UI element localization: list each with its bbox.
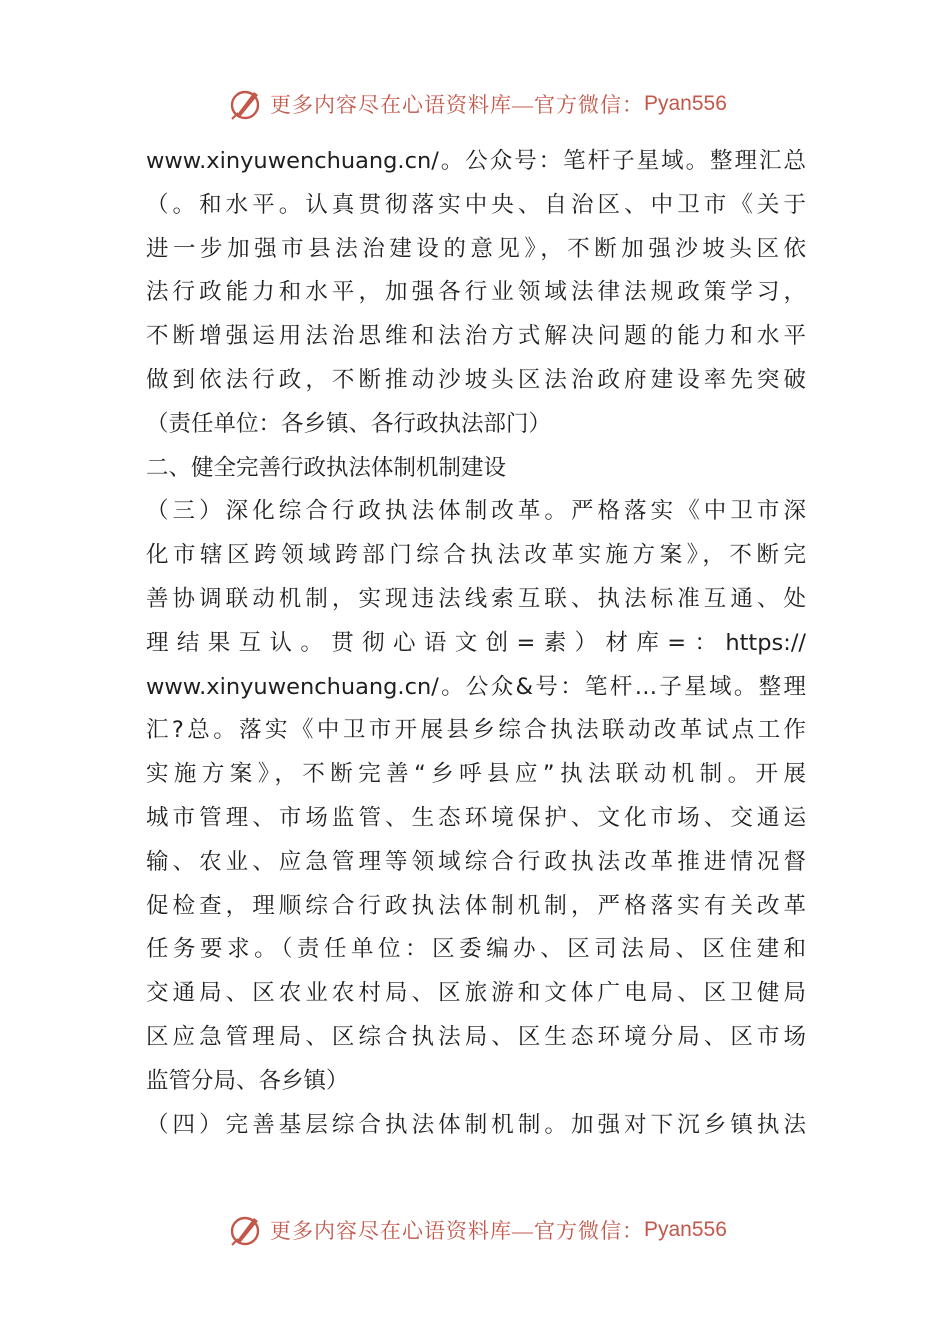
text-line: 不断增强运用法治思维和法治方式解决问题的能力和水平 (146, 323, 806, 350)
text-line: 善协调联动机制，实现违法线索互联、执法标准互通、处 (146, 585, 806, 612)
footer-banner-text: 更多内容尽在心语资料库—官方微信： (270, 1219, 644, 1243)
text-line: 汇?总。落实《中卫市开展县乡综合执法联动改革试点工作 (146, 717, 806, 744)
text-line: 交通局、区农业农村局、区旅游和文体广电局、区卫健局 (146, 980, 806, 1007)
text-line: 理结果互认。贯彻心语文创=素）材库=：https:// (146, 629, 806, 656)
text-line: www.xinyuwenchuang.cn/。公众&号：笔杆…子星域。整理 (146, 673, 806, 700)
text-line: 法行政能力和水平，加强各行业领域法律法规政策学习， (146, 279, 806, 306)
footer-wechat-id: Pyan556 (644, 1218, 727, 1241)
text-line: （三）深化综合行政执法体制改革。严格落实《中卫市深 (146, 498, 806, 525)
header-banner[interactable] (228, 84, 748, 124)
document-body (146, 140, 806, 1147)
footer-banner[interactable] (228, 1210, 748, 1250)
text-line: 做到依法行政，不断推动沙坡头区法治政府建设率先突破 (146, 366, 806, 393)
text-line: 实施方案》，不断完善“乡呼县应”执法联动机制。开展 (146, 761, 806, 788)
header-wechat-id: Pyan556 (644, 92, 727, 115)
quill-logo-icon (228, 86, 264, 122)
text-line: 化市辖区跨领域跨部门综合执法改革实施方案》，不断完 (146, 542, 806, 569)
text-line: 促检查，理顺综合行政执法体制机制，严格落实有关改革 (146, 892, 806, 919)
text-line: 进一步加强市县法治建设的意见》，不断加强沙坡头区依 (146, 235, 806, 262)
quill-logo-icon (228, 1212, 264, 1248)
text-line: 区应急管理局、区综合执法局、区生态环境分局、区市场 (146, 1023, 806, 1050)
text-line: （责任单位：各乡镇、各行政执法部门） (146, 410, 552, 437)
text-line: 监管分局、各乡镇） (146, 1067, 349, 1094)
text-line: （。和水平。认真贯彻落实中央、自治区、中卫市《关于 (146, 191, 806, 218)
text-line: 任务要求。（责任单位：区委编办、区司法局、区住建和 (146, 936, 806, 963)
text-line: 输、农业、应急管理等领域综合行政执法改革推进情况督 (146, 848, 806, 875)
text-line: （四）完善基层综合执法体制机制。加强对下沉乡镇执法 (146, 1111, 806, 1138)
text-line: 城市管理、市场监管、生态环境保护、文化市场、交通运 (146, 804, 806, 831)
header-banner-text: 更多内容尽在心语资料库—官方微信： (270, 93, 644, 117)
section-heading: 二、健全完善行政执法体制机制建设 (146, 454, 507, 481)
text-line: www.xinyuwenchuang.cn/。公众号：笔杆子星域。整理汇总 (146, 148, 806, 174)
